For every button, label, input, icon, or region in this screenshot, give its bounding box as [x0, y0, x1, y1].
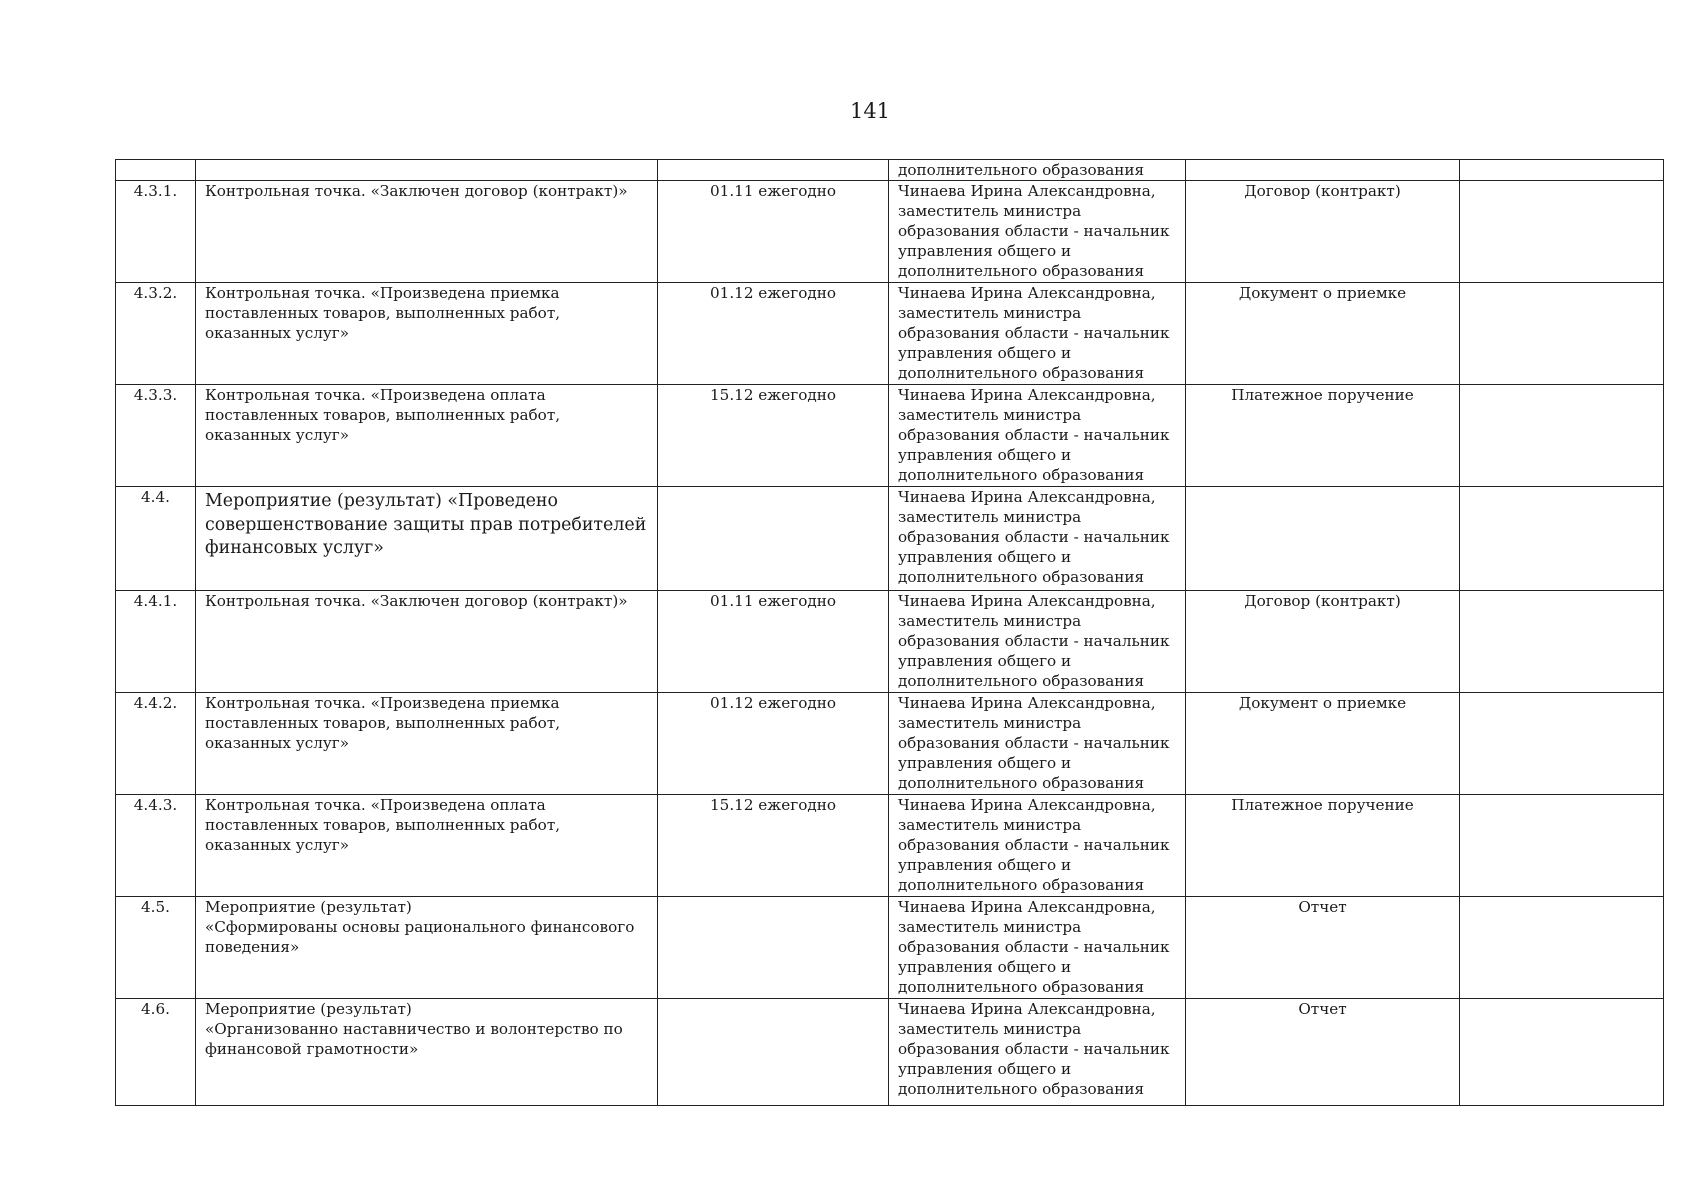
cell-extra [1460, 897, 1664, 999]
cell-term: 01.12 ежегодно [658, 693, 889, 795]
cell-term: 15.12 ежегодно [658, 385, 889, 487]
page-number: 141 [849, 99, 891, 123]
cell-document: Договор (контракт) [1186, 181, 1460, 283]
table-row [116, 693, 1664, 795]
cell-num: 4.3.3. [116, 385, 196, 487]
table-row [116, 487, 1664, 591]
cell-description: Контрольная точка. «Произведена приемка поставленных товаров, выполненных работ, оказанных услуг» [196, 283, 658, 385]
cell-extra [1460, 181, 1664, 283]
cell-description: Контрольная точка. «Заключен договор (контракт)» [196, 591, 658, 693]
cell-description: Контрольная точка. «Произведена оплата поставленных товаров, выполненных работ, оказанных услуг» [196, 795, 658, 897]
cell-term [658, 487, 889, 591]
table-row [116, 999, 1664, 1106]
cell-description: Мероприятие (результат) «Проведено совершенствование защиты прав потребителей финансовых услуг» [196, 487, 658, 591]
cell-document: Документ о приемке [1186, 693, 1460, 795]
cell-document [1186, 160, 1460, 181]
cell-term: 01.11 ежегодно [658, 591, 889, 693]
cell-document [1186, 487, 1460, 591]
table-row [116, 897, 1664, 999]
cell-document: Платежное поручение [1186, 795, 1460, 897]
description-line: «Организованно наставничество и волонтерство по финансовой грамотности» [205, 1019, 623, 1058]
cell-extra [1460, 693, 1664, 795]
cell-description: Контрольная точка. «Заключен договор (контракт)» [196, 181, 658, 283]
cell-extra [1460, 999, 1664, 1106]
description-line: «Сформированы основы рационального финансового поведения» [205, 917, 635, 956]
cell-responsible: дополнительного образования [889, 160, 1186, 181]
cell-term: 01.11 ежегодно [658, 181, 889, 283]
plan-table [115, 159, 1664, 1106]
cell-num: 4.4.2. [116, 693, 196, 795]
cell-responsible: Чинаева Ирина Александровна, заместитель министра образования области - начальник управления общего и дополнительного образования [889, 487, 1186, 591]
cell-num: 4.3.1. [116, 181, 196, 283]
cell-document: Документ о приемке [1186, 283, 1460, 385]
cell-extra [1460, 160, 1664, 181]
cell-num [116, 160, 196, 181]
cell-responsible: Чинаева Ирина Александровна, заместитель министра образования области - начальник управления общего и дополнительного образования [889, 181, 1186, 283]
cell-term: 15.12 ежегодно [658, 795, 889, 897]
cell-responsible: Чинаева Ирина Александровна, заместитель министра образования области - начальник управления общего и дополнительного образования [889, 591, 1186, 693]
cell-responsible: Чинаева Ирина Александровна, заместитель министра образования области - начальник управления общего и дополнительного образования [889, 999, 1186, 1106]
table-row [116, 181, 1664, 283]
cell-document: Отчет [1186, 999, 1460, 1106]
cell-responsible: Чинаева Ирина Александровна, заместитель министра образования области - начальник управления общего и дополнительного образования [889, 897, 1186, 999]
cell-extra [1460, 591, 1664, 693]
cell-extra [1460, 795, 1664, 897]
cell-extra [1460, 283, 1664, 385]
cell-term [658, 160, 889, 181]
cell-description [196, 897, 658, 999]
table-row [116, 591, 1664, 693]
table-row-continuation [116, 160, 1664, 181]
cell-description [196, 160, 658, 181]
cell-description: Контрольная точка. «Произведена приемка поставленных товаров, выполненных работ, оказанных услуг» [196, 693, 658, 795]
cell-responsible: Чинаева Ирина Александровна, заместитель министра образования области - начальник управления общего и дополнительного образования [889, 385, 1186, 487]
cell-extra [1460, 487, 1664, 591]
cell-responsible: Чинаева Ирина Александровна, заместитель министра образования области - начальник управления общего и дополнительного образования [889, 283, 1186, 385]
description-line: Мероприятие (результат) [205, 898, 412, 916]
cell-document: Платежное поручение [1186, 385, 1460, 487]
cell-num: 4.5. [116, 897, 196, 999]
cell-num: 4.6. [116, 999, 196, 1106]
cell-term [658, 897, 889, 999]
cell-num: 4.4.1. [116, 591, 196, 693]
table-row [116, 795, 1664, 897]
cell-description [196, 999, 658, 1106]
description-line: Мероприятие (результат) [205, 1000, 412, 1018]
cell-num: 4.4.3. [116, 795, 196, 897]
cell-extra [1460, 385, 1664, 487]
cell-document: Договор (контракт) [1186, 591, 1460, 693]
cell-document: Отчет [1186, 897, 1460, 999]
cell-term: 01.12 ежегодно [658, 283, 889, 385]
cell-responsible: Чинаева Ирина Александровна, заместитель министра образования области - начальник управления общего и дополнительного образования [889, 693, 1186, 795]
cell-term [658, 999, 889, 1106]
cell-responsible: Чинаева Ирина Александровна, заместитель министра образования области - начальник управления общего и дополнительного образования [889, 795, 1186, 897]
cell-num: 4.4. [116, 487, 196, 591]
cell-description: Контрольная точка. «Произведена оплата поставленных товаров, выполненных работ, оказанных услуг» [196, 385, 658, 487]
cell-num: 4.3.2. [116, 283, 196, 385]
table-row [116, 385, 1664, 487]
table-row [116, 283, 1664, 385]
